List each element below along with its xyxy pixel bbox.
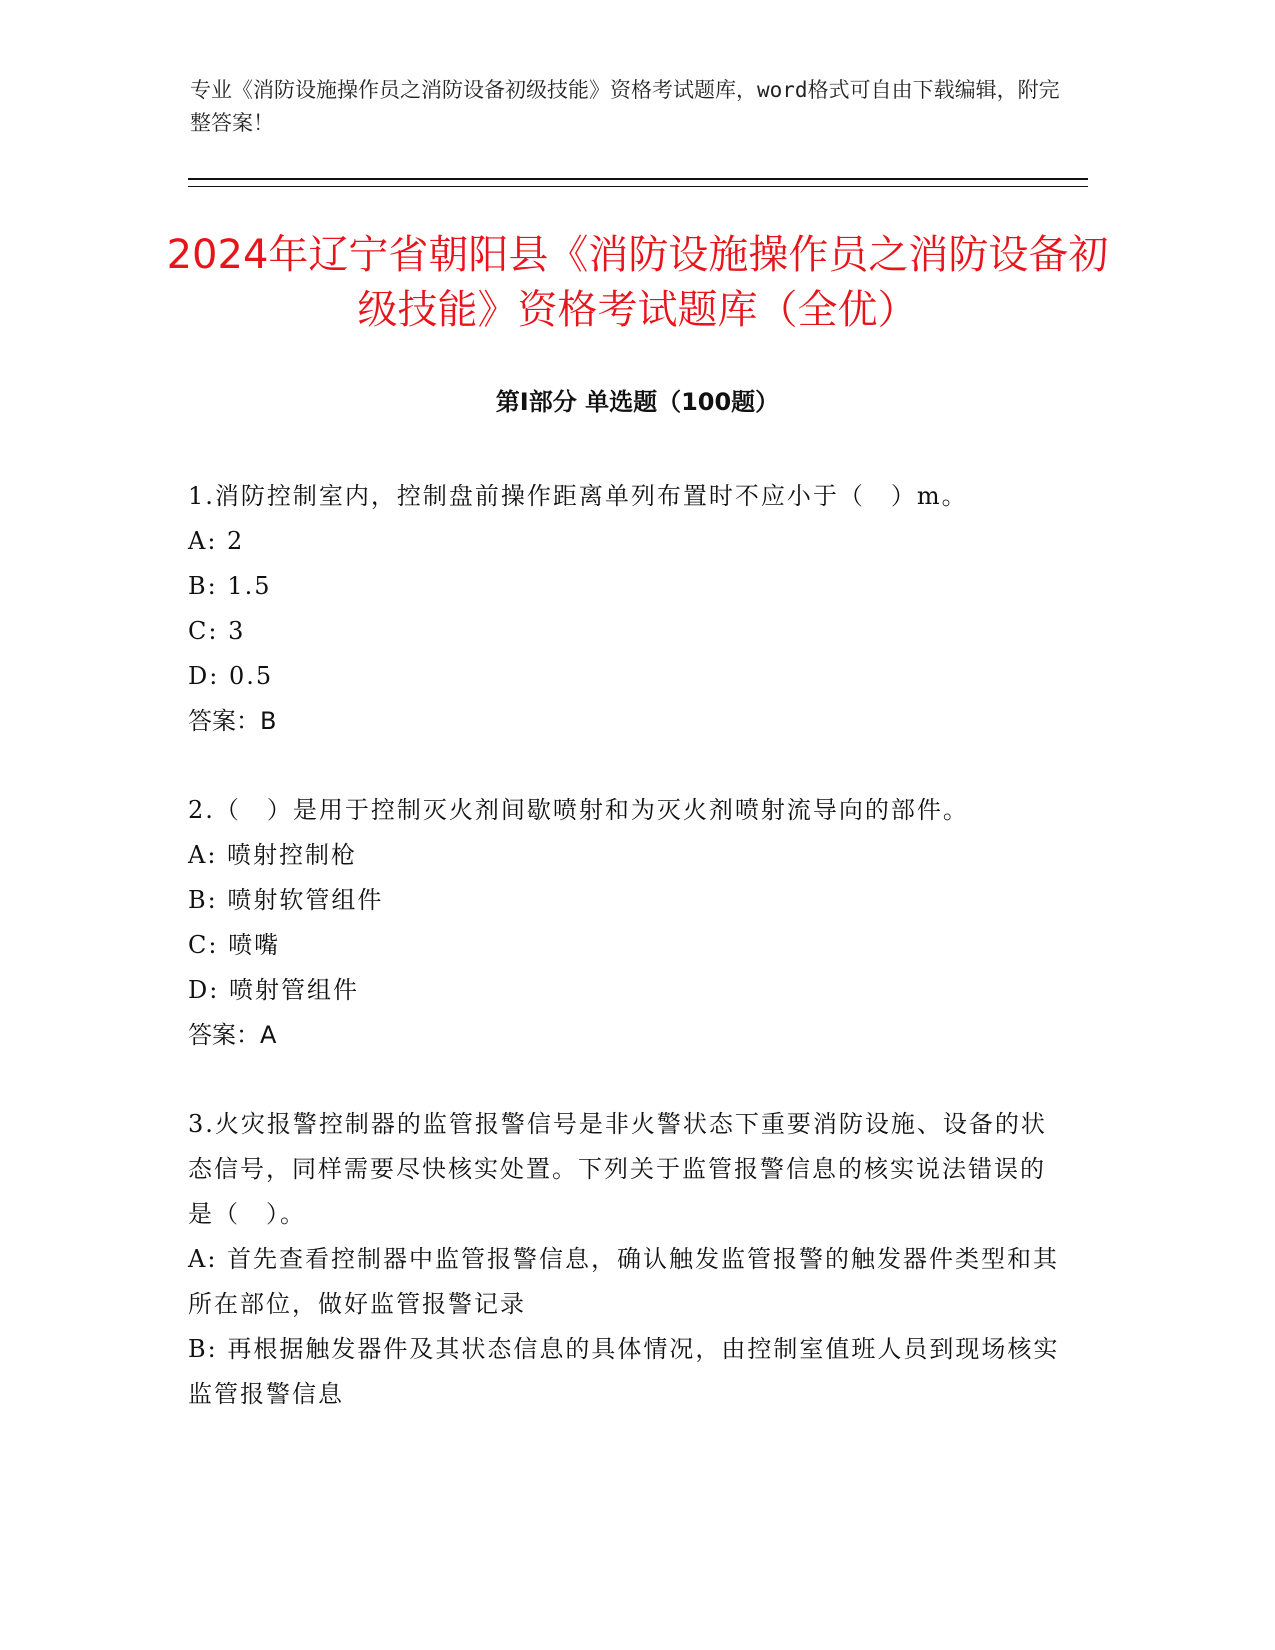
section-title: 第Ⅰ部分 单选题（100题）: [495, 388, 780, 416]
header-note: 专业《消防设施操作员之消防设备初级技能》资格考试题库，word格式可自由下载编辑，附完整答案！: [190, 78, 1060, 135]
question-2: [188, 788, 1068, 1058]
answer: 答案：A: [188, 1021, 277, 1049]
answer: 答案：B: [188, 707, 277, 735]
header-divider-thick: [188, 178, 1088, 180]
option-d: D: 0.5: [188, 662, 274, 690]
option-a: A: 首先查看控制器中监管报警信息，确认触发监管报警的触发器件类型和其所在部位，做好监管报警记录: [188, 1245, 1060, 1318]
option-c: C: 3: [188, 617, 246, 645]
option-d: D: 喷射管组件: [188, 976, 359, 1004]
document-title: 2024年辽宁省朝阳县《消防设施操作员之消防设备初级技能》资格考试题库（全优）: [166, 232, 1109, 333]
option-a: A: 2: [188, 527, 245, 555]
option-c: C: 喷嘴: [188, 931, 281, 959]
question-3: [188, 1102, 1068, 1417]
question-stem: 3.火灾报警控制器的监管报警信号是非火警状态下重要消防设施、设备的状态信号，同样需要尽快核实处置。下列关于监管报警信息的核实说法错误的是（ ）。: [188, 1110, 1047, 1228]
option-a: A: 喷射控制枪: [188, 841, 358, 869]
option-b: B: 再根据触发器件及其状态信息的具体情况，由控制室值班人员到现场核实监管报警信息: [188, 1335, 1060, 1408]
question-1: [188, 474, 1068, 744]
question-stem: 2.（ ）是用于控制灭火剂间歇喷射和为灭火剂喷射流导向的部件。: [188, 796, 969, 824]
question-stem: 1.消防控制室内，控制盘前操作距离单列布置时不应小于（ ）m。: [188, 482, 968, 510]
question-list: [188, 474, 1068, 1461]
option-b: B: 1.5: [188, 572, 272, 600]
option-b: B: 喷射软管组件: [188, 886, 384, 914]
header-divider-thin: [188, 186, 1088, 187]
